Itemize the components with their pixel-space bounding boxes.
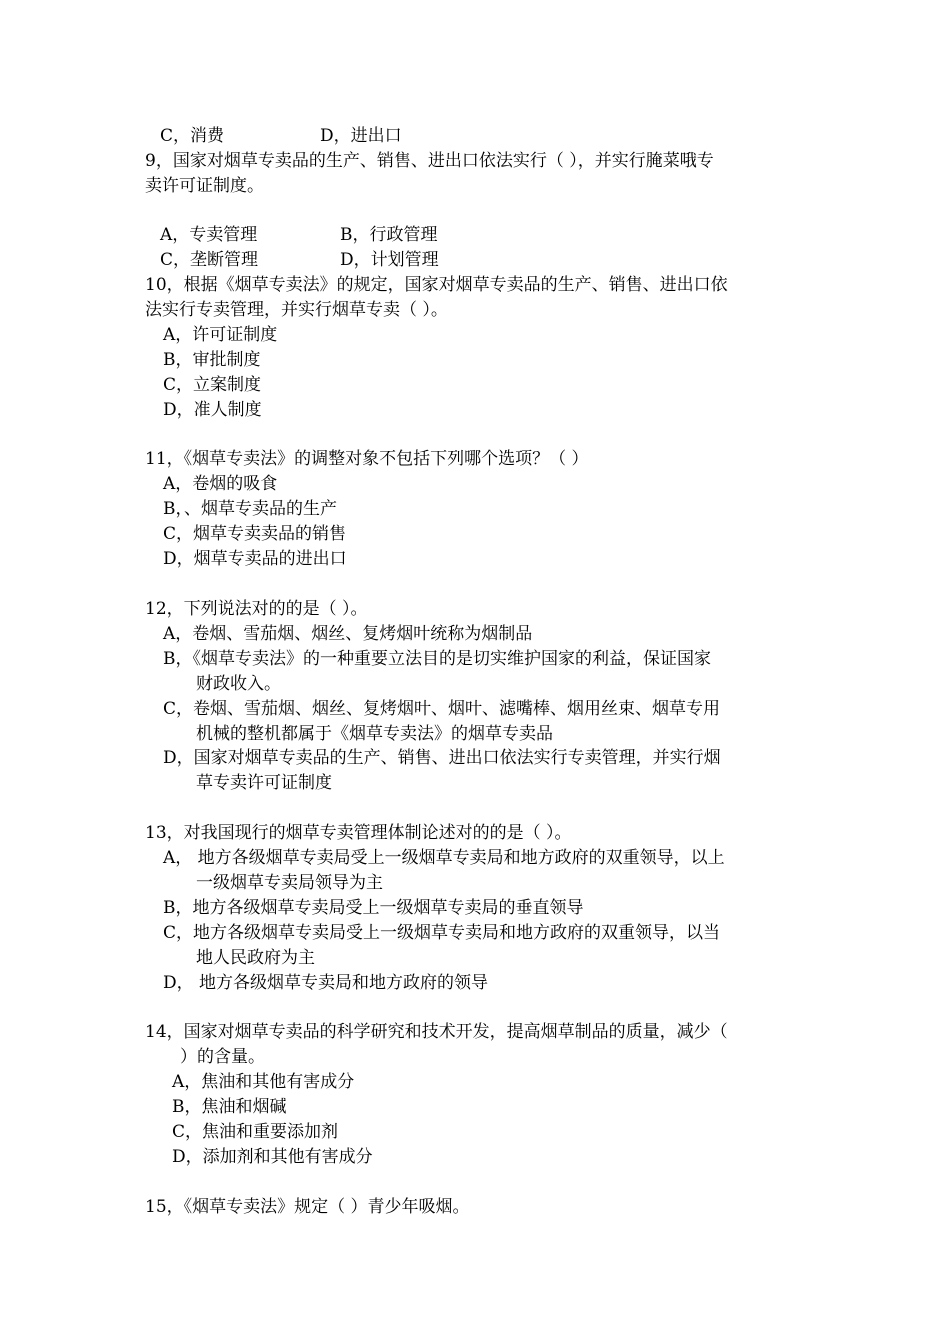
- q9-stem-line1: 9，国家对烟草专卖品的生产、销售、进出口依法实行（ ），并实行腌菜哦专: [145, 151, 714, 171]
- q8-option-d: D，进出口: [320, 126, 402, 146]
- q13-option-a-line2: 一级烟草专卖局领导为主: [196, 873, 383, 893]
- q9-option-d: D，计划管理: [340, 250, 439, 270]
- q12-option-c-line2: 机械的整机都属于《烟草专卖法》的烟草专卖品: [196, 724, 553, 744]
- q11-option-b: B，、烟草专卖品的生产: [163, 499, 337, 519]
- q10-stem-line1: 10，根据《烟草专卖法》的规定，国家对烟草专卖品的生产、销售、进出口依: [145, 275, 728, 295]
- q14-option-a: A，焦油和其他有害成分: [172, 1072, 355, 1092]
- q12-option-a: A，卷烟、雪茄烟、烟丝、复烤烟叶统称为烟制品: [163, 624, 533, 644]
- q14-stem-line1: 14，国家对烟草专卖品的科学研究和技术开发，提高烟草制品的质量，减少（: [145, 1022, 728, 1042]
- q9-stem-line2: 卖许可证制度。: [145, 176, 264, 196]
- q10-option-c: C，立案制度: [163, 375, 262, 395]
- q10-option-a: A，许可证制度: [163, 325, 278, 345]
- q11-stem: 11，《烟草专卖法》的调整对象不包括下列哪个选项？（ ）: [145, 449, 589, 469]
- q11-option-a: A，卷烟的吸食: [163, 474, 278, 494]
- q13-option-d: D， 地方各级烟草专卖局和地方政府的领导: [163, 973, 489, 993]
- q9-option-b: B，行政管理: [340, 225, 438, 245]
- q13-stem: 13，对我国现行的烟草专卖管理体制论述对的的是（ ）。: [145, 823, 572, 843]
- q10-option-d: D，准人制度: [163, 400, 262, 420]
- q9-option-a: A，专卖管理: [160, 225, 258, 245]
- q9-option-c: C，垄断管理: [160, 250, 259, 270]
- q13-option-b: B，地方各级烟草专卖局受上一级烟草专卖局的垂直领导: [163, 898, 584, 918]
- q13-option-c-line2: 地人民政府为主: [196, 948, 315, 968]
- q14-option-c: C，焦油和重要添加剂: [172, 1122, 339, 1142]
- q14-option-b: B，焦油和烟碱: [172, 1097, 287, 1117]
- q12-option-d-line2: 草专卖许可证制度: [196, 773, 332, 793]
- q11-option-d: D，烟草专卖品的进出口: [163, 549, 347, 569]
- q13-option-c-line1: C，地方各级烟草专卖局受上一级烟草专卖局和地方政府的双重领导，以当: [163, 923, 721, 943]
- q14-option-d: D，添加剂和其他有害成分: [172, 1147, 373, 1167]
- q12-option-b-line2: 财政收入。: [196, 674, 281, 694]
- q8-option-c: C，消费: [160, 126, 225, 146]
- q10-stem-line2: 法实行专卖管理，并实行烟草专卖（ ）。: [145, 300, 448, 320]
- q12-option-c-line1: C，卷烟、雪茄烟、烟丝、复烤烟叶、烟叶、滤嘴棒、烟用丝束、烟草专用: [163, 699, 721, 719]
- q10-option-b: B，审批制度: [163, 350, 261, 370]
- q15-stem: 15，《烟草专卖法》规定（ ）青少年吸烟。: [145, 1197, 470, 1217]
- q12-option-b-line1: B，《烟草专卖法》的一种重要立法目的是切实维护国家的利益，保证国家: [163, 649, 711, 669]
- q14-stem-line2: ）的含量。: [180, 1047, 265, 1067]
- q11-option-c: C，烟草专卖卖品的销售: [163, 524, 347, 544]
- q12-stem: 12，下列说法对的的是（ ）。: [145, 599, 368, 619]
- q12-option-d-line1: D，国家对烟草专卖品的生产、销售、进出口依法实行专卖管理，并实行烟: [163, 748, 721, 768]
- q13-option-a-line1: A， 地方各级烟草专卖局受上一级烟草专卖局和地方政府的双重领导，以上: [163, 848, 725, 868]
